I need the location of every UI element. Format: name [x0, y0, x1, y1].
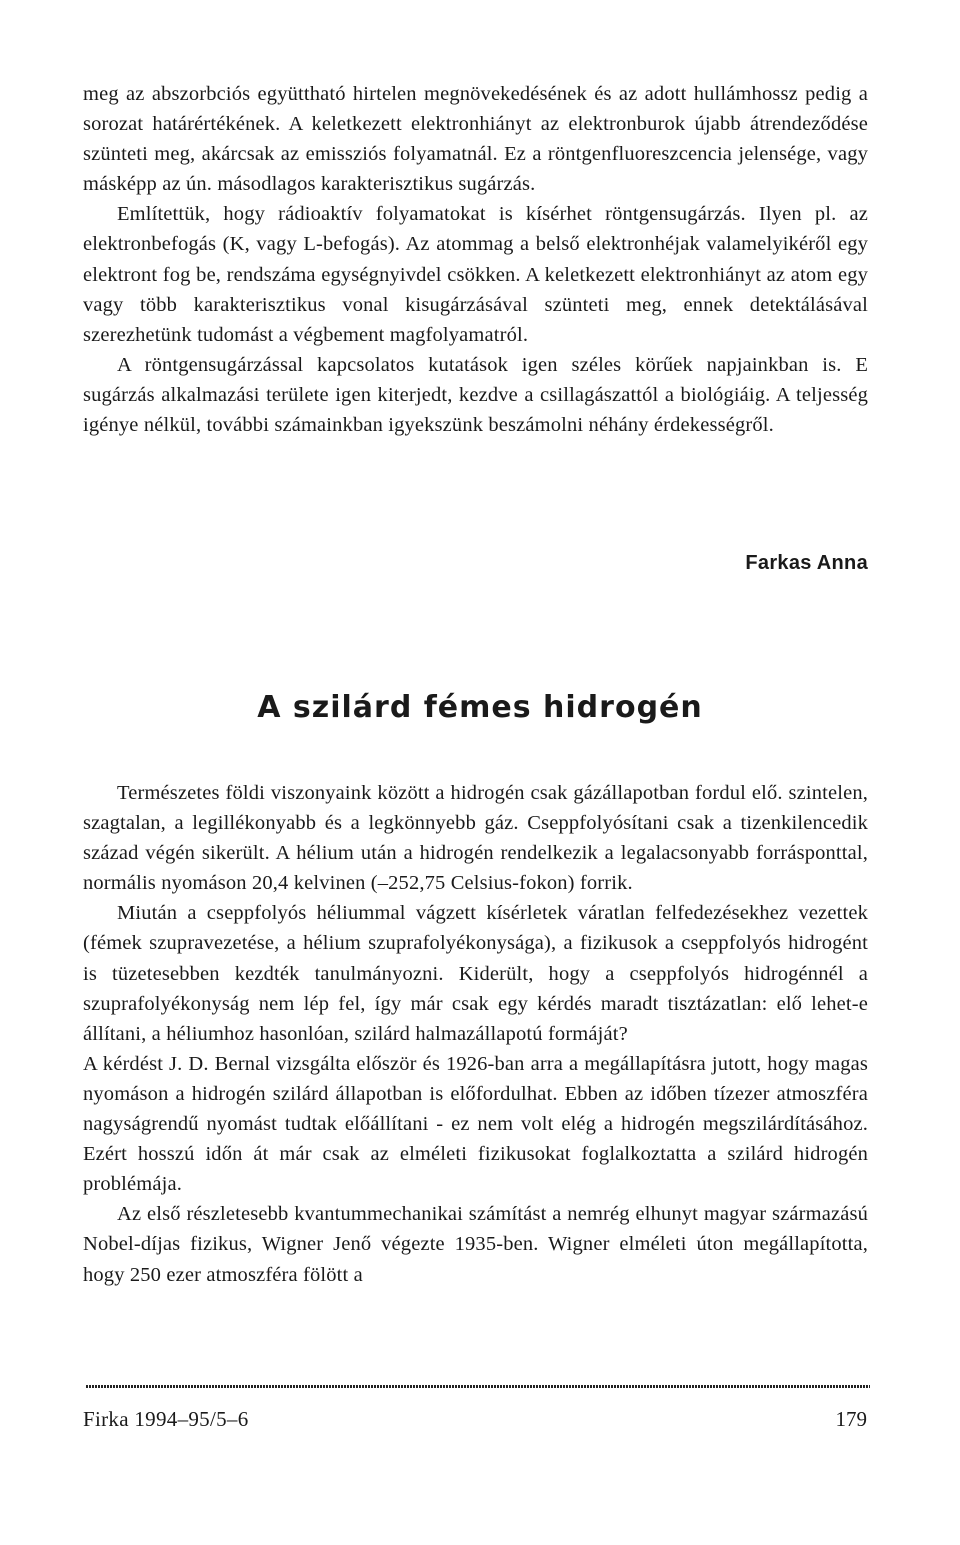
footer-divider [86, 1385, 870, 1388]
journal-issue: Firka 1994–95/5–6 [83, 1407, 249, 1431]
paragraph: meg az abszorbciós együttható hirtelen megnövekedésének és az adott hullámhossz pedig a sorozat határértékének. A keletkezett elektronhiányt az elektronburok újabb átrendeződése szünteti meg, akárcsak az emissziós folyamatnál. Ez a röntgenfluoreszcencia jelensége, vagy másképp az ún. másodlagos karakterisztikus sugárzás. [83, 83, 868, 196]
page-number: 179 [835, 1407, 867, 1431]
paragraph: Természetes földi viszonyaink között a hidrogén csak gázállapotban fordul elő. szintelen, szagtalan, a legillékonyabb és a legkönnyebb gáz. Cseppfolyósítani csak a tizenkilencedik század végén sikerült. A hélium után a hidrogén rendelkezik a legalacsonyabb forrásponttal, normális nyomáson 20,4 kelvinen (–252,75 Celsius-fokon) forrik. [83, 782, 868, 895]
paragraph: A röntgensugárzással kapcsolatos kutatások igen széles körűek napjainkban is. E sugárzás alkalmazási területe igen kiterjedt, kezdve a csillagászattól a biológiáig. A teljesség igénye nélkül, további számainkban igyekszünk beszámolni néhány érdekességről. [83, 353, 868, 437]
paragraph: A kérdést J. D. Bernal vizsgálta először és 1926-ban arra a megállapításra jutott, hogy magas nyomáson a hidrogén szilárd állapotban is előfordulhat. Ebben az időben tízezer atmoszféra nagyságrendű nyomást tudtak előállítani - ez nem volt elég a hidrogén megszilárdításához. Ezért hosszú időn át már csak az elméleti fizikusokat foglalkoztatta a szilárd hidrogén problémája. [83, 1052, 868, 1196]
previous-article-text [83, 79, 868, 440]
author-signature: Farkas Anna [745, 552, 868, 574]
article-title: A szilárd fémes hidrogén [257, 690, 703, 725]
paragraph: Miután a cseppfolyós héliummal vágzett kísérletek váratlan felfedezésekhez vezettek (fémek szupravezetése, a hélium szuprafolyékonysága), a fizikusok a cseppfolyós hidrogént is tüzetesebben kezdték tanulmányozni. Kiderült, hogy a cseppfolyós hidrogénnél a szuprafolyékonyság nem lép fel, így már csak egy kérdés maradt tisztázatlan: elő lehet-e állítani, a héliumhoz hasonlóan, szilárd halmazállapotú formáját? [83, 902, 868, 1045]
paragraph: Említettük, hogy rádioaktív folyamatokat is kísérhet röntgensugárzás. Ilyen pl. az elektronbefogás (K, vagy L-befogás). Az atommag a belső elektronhéjak valamelyikéről egy elektront fog be, rendszáma egységnyivdel csökken. A keletkezett elektronhiányt az atom egy vagy több karakterisztikus vonal kisugárzásával szünteti meg, ennek detektálásával szerezhetünk tudomást a végbement magfolyamatról. [83, 203, 868, 346]
article-body [83, 778, 868, 1290]
paragraph: Az első részletesebb kvantummechanikai számítást a nemrég elhunyt magyar származású Nobel-díjas fizikus, Wigner Jenő végezte 1935-ben. Wigner elméleti úton megállapította, hogy 250 ezer atmoszféra fölött a [83, 1203, 868, 1286]
